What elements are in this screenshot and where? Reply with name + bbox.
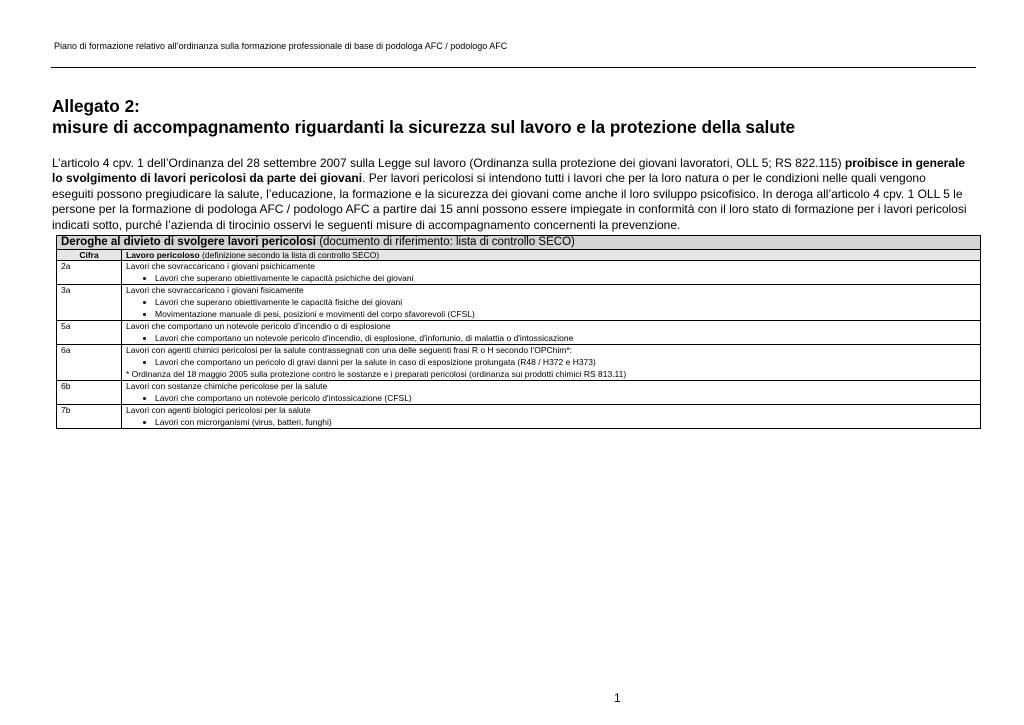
column-header-lavoro: [122, 250, 981, 261]
table-caption-row: [57, 236, 981, 250]
table-caption: [57, 236, 981, 250]
row-code: 6b: [57, 381, 122, 405]
row-lead-text: Lavori che comportano un notevole pericolo d’incendio o di esplosione: [126, 321, 391, 331]
row-lead-text: Lavori con agenti biologici pericolosi per la salute: [126, 405, 311, 415]
table-row: [57, 405, 981, 429]
row-bullet-list: [126, 296, 976, 320]
bullet-item: • Lavori che superano obiettivamente le capacità fisiche dei giovani: [155, 296, 976, 308]
table-row: [57, 321, 981, 345]
row-description: [122, 285, 981, 321]
page-number: 1: [614, 691, 621, 705]
row-lead-text: Lavori che sovraccaricano i giovani fisicamente: [126, 285, 304, 295]
row-description: [122, 381, 981, 405]
row-code: 2a: [57, 261, 122, 285]
title-line-1: Allegato 2:: [52, 96, 140, 116]
row-code: 5a: [57, 321, 122, 345]
header-rule: [51, 67, 976, 68]
hazardous-work-table: [56, 235, 981, 429]
column-header-lavoro-note: (definizione secondo la lista di controllo SECO): [199, 250, 380, 260]
bullet-item: • Lavori che comportano un notevole pericolo d'incendio, di esplosione, d'infortunio, di malattia o d'intossicazione: [155, 332, 976, 344]
bullet-item: • Lavori che comportano un pericolo di gravi danni per la salute in caso di esposizione prolungata (R48 / H372 e H373): [155, 356, 976, 368]
intro-bold-text: proibisce in generale lo svolgimento di lavori pericolosi da parte dei giovani: [52, 156, 965, 186]
row-description: [122, 405, 981, 429]
row-lead-text: Lavori con agenti chimici pericolosi per la salute contrassegnati con una delle seguenti frasi R o H secondo l’OPChim*:: [126, 345, 573, 355]
title-line-2: misure di accompagnamento riguardanti la sicurezza sul lavoro e la protezione della salute: [52, 117, 796, 137]
bullet-item: • Movimentazione manuale di pesi, posizioni e movimenti del corpo sfavorevoli (CFSL): [155, 308, 976, 320]
column-header-lavoro-label: Lavoro pericoloso: [126, 250, 200, 260]
column-header-cifra: Cifra: [57, 250, 122, 261]
bullet-item: • Lavori che superano obiettivamente le capacità psichiche dei giovani: [155, 272, 976, 284]
table-row: [57, 345, 981, 381]
row-lead-text: Lavori con sostanze chimiche pericolose per la salute: [126, 381, 328, 391]
row-code: 7b: [57, 405, 122, 429]
table-header-row: [57, 250, 981, 261]
table-caption-rest: (documento di riferimento: lista di controllo SECO): [316, 236, 575, 248]
row-description: [122, 261, 981, 285]
intro-paragraph: [52, 156, 967, 233]
table-row: [57, 381, 981, 405]
row-code: 6a: [57, 345, 122, 381]
row-lead-text: Lavori che sovraccaricano i giovani psichicamente: [126, 261, 315, 271]
row-footnote: * Ordinanza del 18 maggio 2005 sulla protezione contro le sostanze e i preparati pericolosi (ordinanza sui prodotti chimici RS 813.11): [126, 369, 627, 379]
row-bullet-list: [126, 332, 976, 344]
bullet-item: • Lavori che comportano un notevole pericolo d'intossicazione (CFSL): [155, 392, 976, 404]
row-bullet-list: [126, 356, 976, 368]
row-code: 3a: [57, 285, 122, 321]
row-bullet-list: [126, 392, 976, 404]
row-description: [122, 321, 981, 345]
intro-text-1: L’articolo 4 cpv. 1 dell’Ordinanza del 28 settembre 2007 sulla Legge sul lavoro (Ordinanza sulla protezione dei giovani lavoratori, OLL 5; RS 822.115): [52, 156, 845, 170]
table-caption-bold: Deroghe al divieto di svolgere lavori pericolosi: [61, 236, 316, 248]
table-row: [57, 261, 981, 285]
row-bullet-list: [126, 416, 976, 428]
intro-text-2: . Per lavori pericolosi si intendono tutti i lavori che per la loro natura o per le condizioni nelle quali vengono eseguiti possono pregiudicare la salute, l’educazione, la formazione e la sicurezza dei giovani come anche il loro sviluppo psicofisico. In deroga all’articolo 4 cpv. 1 OLL 5 le persone per la formazione di podologa AFC / podologo AFC a partire dai 15 anni possono essere impiegate in conformità con il loro stato di formazione per i lavori pericolosi indicati sotto, purché l’azienda di tirocinio osservi le seguenti misure di accompagnamento concernenti la prevenzione.: [52, 171, 967, 232]
page-title: [52, 96, 795, 138]
table-row: [57, 285, 981, 321]
running-header: Piano di formazione relativo all’ordinanza sulla formazione professionale di base di podologa AFC / podologo AFC: [54, 41, 508, 51]
bullet-item: • Lavori con microrganismi (virus, batteri, funghi): [155, 416, 976, 428]
row-bullet-list: [126, 272, 976, 284]
row-description: [122, 345, 981, 381]
